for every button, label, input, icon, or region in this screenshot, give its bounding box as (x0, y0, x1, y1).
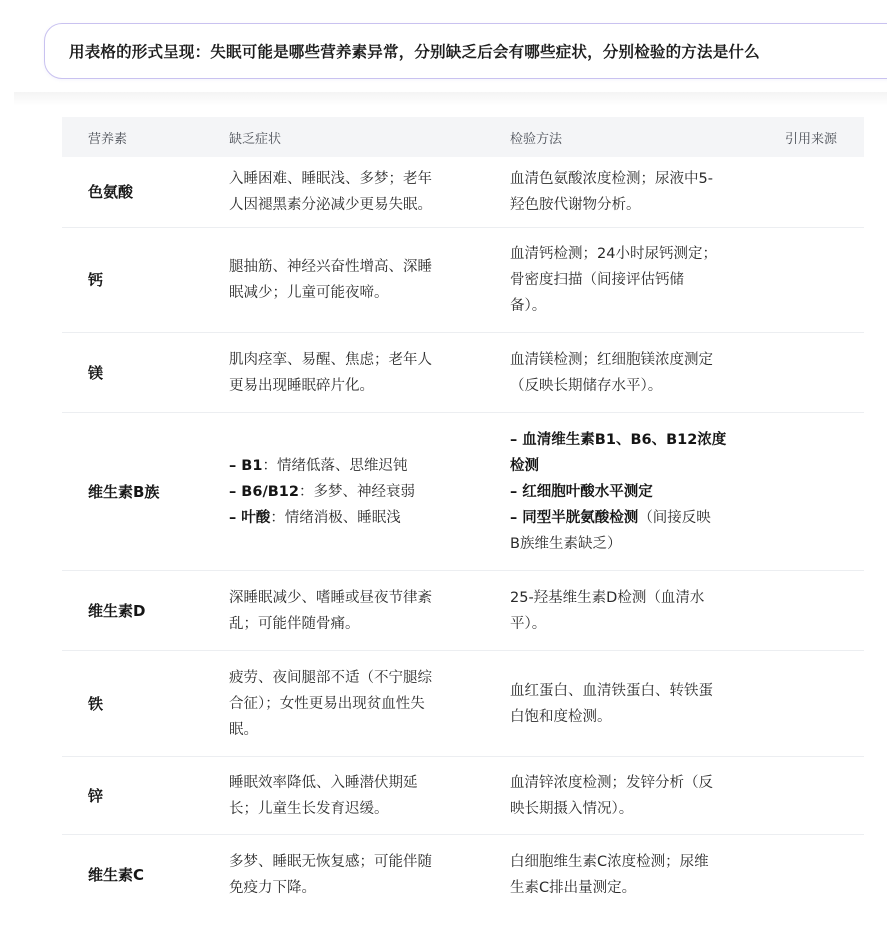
cell-text-line: – 血清维生素B1、B6、B12浓度 (510, 431, 727, 448)
cell-text-line: 血清锌浓度检测；发锌分析（反 (510, 774, 713, 791)
cell-text-line: （反映长期储存水平）。 (510, 377, 663, 394)
cell-text-line: 乱；可能伴随骨痛。 (229, 615, 360, 632)
user-question-bubble (44, 23, 887, 79)
method-cell (484, 228, 771, 333)
nutrient-cell: 铁 (62, 651, 203, 757)
symptom-cell (203, 757, 484, 835)
cell-text-line: 羟色胺代谢物分析。 (510, 197, 641, 213)
cell-text-line (229, 453, 470, 479)
cell-text-line: 眠。 (229, 721, 258, 738)
cell-text-line: 25-羟基维生素D检测（血清水 (510, 589, 705, 606)
nutrient-cell: 维生素D (62, 571, 203, 651)
cell-text-line: 更易出现睡眠碎片化。 (229, 377, 374, 394)
cell-text-line: 眠减少；儿童可能夜啼。 (229, 285, 389, 301)
header-method: 检验方法 (484, 117, 771, 157)
cell-text-line: 人因褪黑素分泌减少更易失眠。 (229, 197, 432, 213)
bullet-text: （间接反映 (638, 509, 711, 526)
method-cell (484, 571, 771, 651)
cell-text-line (510, 505, 757, 531)
nutrient-cell: 色氨酸 (62, 157, 203, 228)
method-cell (484, 835, 771, 915)
cell-text-line (229, 505, 470, 531)
method-cell (484, 157, 771, 228)
cell-text-line: 肌肉痉挛、易醒、焦虑；老年人 (229, 351, 432, 368)
table-row (62, 835, 864, 915)
cell-text-line: 白饱和度检测。 (510, 708, 612, 725)
cell-text-line: 深睡眠减少、嗜睡或昼夜节律紊 (229, 589, 432, 606)
header-ref: 引用来源 (771, 117, 864, 157)
table-row (62, 757, 864, 835)
symptom-cell (203, 333, 484, 413)
nutrient-cell: 钙 (62, 228, 203, 333)
symptom-cell (203, 228, 484, 333)
answer-table-container (62, 117, 864, 915)
header-nutrient: 营养素 (62, 117, 203, 157)
ref-cell (771, 228, 864, 333)
cell-text-line: 映长期摄入情况）。 (510, 800, 634, 817)
ref-cell (771, 651, 864, 757)
cell-text-line (229, 479, 470, 505)
nutrient-cell: 维生素B族 (62, 413, 203, 571)
table-row (62, 333, 864, 413)
ref-cell (771, 333, 864, 413)
bullet-text: ：多梦、神经衰弱 (298, 483, 415, 500)
cell-text-line: 腿抽筋、神经兴奋性增高、深睡 (229, 259, 432, 275)
nutrient-cell: 镁 (62, 333, 203, 413)
table-row (62, 413, 864, 571)
table-row (62, 651, 864, 757)
cell-text-line: 生素C排出量测定。 (510, 879, 637, 896)
table-row (62, 228, 864, 333)
cell-text-line: 合征）；女性更易出现贫血性失 (229, 695, 425, 712)
cell-text-line: 血清色氨酸浓度检测；尿液中5- (510, 171, 713, 187)
table-row (62, 571, 864, 651)
divider-shadow (14, 92, 887, 106)
nutrient-cell: 锌 (62, 757, 203, 835)
symptom-cell (203, 413, 484, 571)
table-header-row (62, 117, 864, 157)
cell-text-line: 血清镁检测；红细胞镁浓度测定 (510, 351, 713, 368)
symptom-cell (203, 651, 484, 757)
ref-cell (771, 571, 864, 651)
nutrient-table (62, 117, 864, 915)
cell-text-line: 疲劳、夜间腿部不适（不宁腿综 (229, 669, 432, 686)
method-cell (484, 651, 771, 757)
ref-cell (771, 413, 864, 571)
bullet-label: – 同型半胱氨酸检测 (510, 509, 639, 526)
cell-text-line: 长；儿童生长发育迟缓。 (229, 800, 389, 817)
bullet-label: – B6/B12 (229, 483, 299, 500)
method-cell (484, 413, 771, 571)
nutrient-cell: 维生素C (88, 865, 145, 884)
cell-text-line: 血红蛋白、血清铁蛋白、转铁蛋 (510, 682, 713, 699)
bullet-text: ：情绪消极、睡眠浅 (270, 509, 401, 526)
cell-text-line: 白细胞维生素C浓度检测；尿维 (510, 853, 709, 870)
table-row (62, 157, 864, 228)
ref-cell (771, 157, 864, 228)
user-question-text: 用表格的形式呈现：失眠可能是哪些营养素异常，分别缺乏后会有哪些症状，分别检验的方法是什么 (69, 43, 760, 61)
symptom-cell (203, 157, 484, 228)
cell-text-line: 免疫力下降。 (229, 879, 316, 896)
cell-text-line: B族维生素缺乏） (510, 535, 622, 552)
bullet-label: – 叶酸 (229, 509, 271, 526)
cell-text-line: 睡眠效率降低、入睡潜伏期延 (229, 774, 418, 791)
method-cell (484, 333, 771, 413)
cell-text-line: 备）。 (510, 298, 547, 314)
cell-text-line: 检测 (510, 457, 539, 474)
cell-text-line: 入睡困难、睡眠浅、多梦；老年 (229, 171, 432, 187)
cell-text-line: – 红细胞叶酸水平测定 (510, 483, 653, 500)
symptom-cell (203, 571, 484, 651)
cell-text-line: 多梦、睡眠无恢复感；可能伴随 (229, 853, 432, 870)
cell-text-line: 血清钙检测；24小时尿钙测定； (510, 246, 717, 262)
ref-cell (771, 757, 864, 835)
cell-text-line: 平）。 (510, 615, 547, 632)
symptom-cell (203, 835, 484, 915)
header-symptom: 缺乏症状 (203, 117, 484, 157)
cell-text-line: 骨密度扫描（间接评估钙储 (510, 272, 684, 288)
ref-cell (771, 835, 864, 915)
bullet-text: ：情绪低落、思维迟钝 (262, 457, 408, 474)
method-cell (484, 757, 771, 835)
bullet-label: – B1 (229, 457, 263, 474)
